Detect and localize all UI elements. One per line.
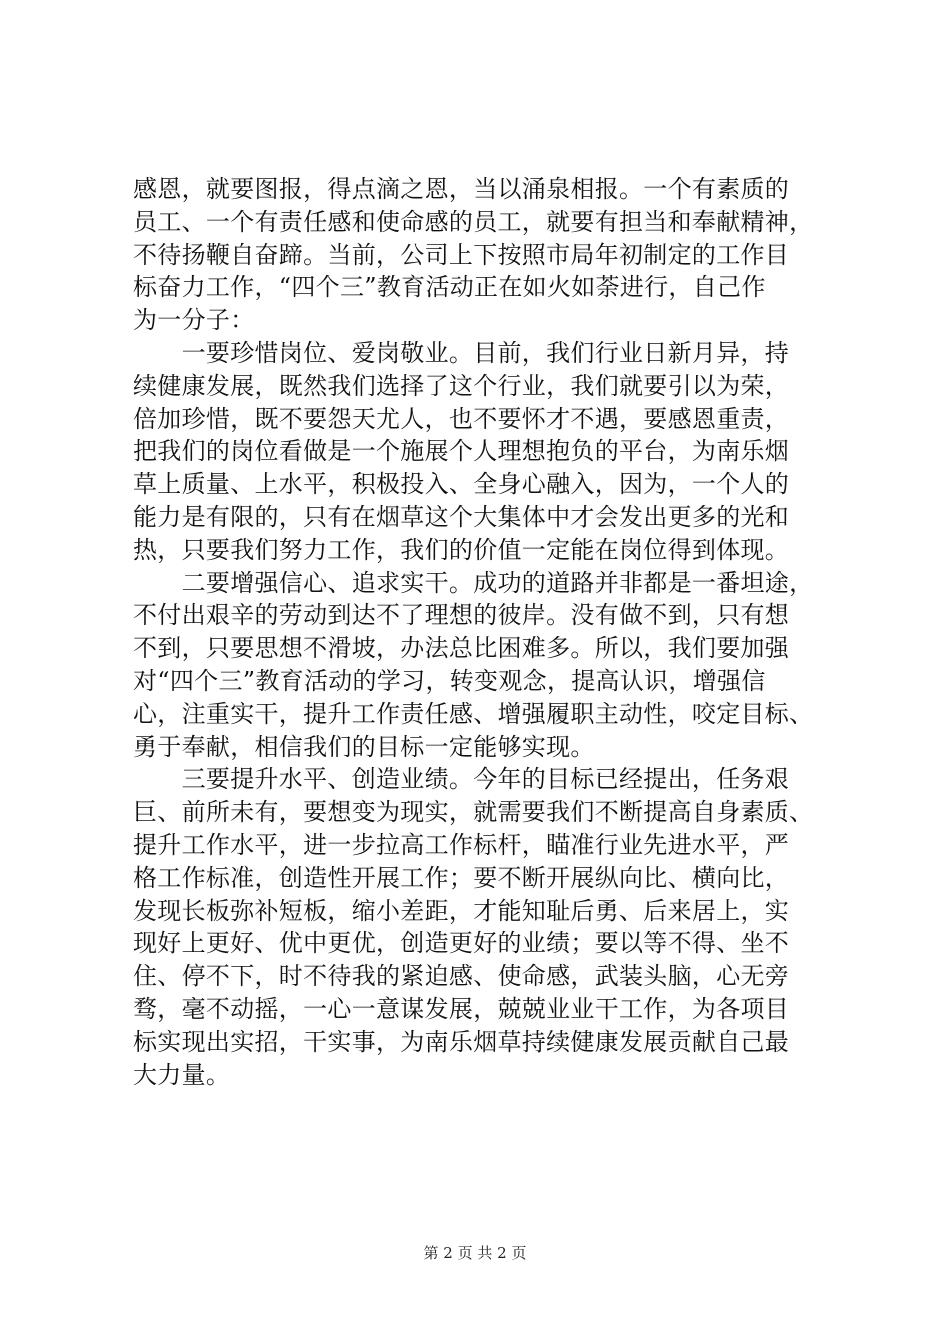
text-line: 标奋力工作，“四个三”教育活动正在如火如荼进行，自己作 — [133, 273, 766, 302]
text-line: 续健康发展，既然我们选择了这个行业，我们就要引以为荣， — [133, 371, 790, 400]
text-line: 把我们的岗位看做是一个施展个人理想抱负的平台，为南乐烟 — [133, 437, 790, 466]
text-line: 现好上更好、优中更优，创造更好的业绩；要以等不得、坐不 — [133, 929, 790, 958]
text-line: 心，注重实干，提升工作责任感、增强履职主动性，咬定目标、 — [133, 699, 814, 728]
text-line: 不付出艰辛的劳动到达不了理想的彼岸。没有做不到，只有想 — [133, 601, 790, 630]
text-line: 勇于奉献，相信我们的目标一定能够实现。 — [133, 732, 595, 761]
text-line: 巨、前所未有，要想变为现实，就需要我们不断提高自身素质、 — [133, 798, 814, 827]
text-line: 大力量。 — [133, 1060, 231, 1089]
text-line: 员工、一个有责任感和使命感的员工，就要有担当和奉献精神， — [133, 207, 814, 236]
text-line: 一要珍惜岗位、爱岗敬业。目前，我们行业日新月异，持 — [133, 338, 790, 367]
body-text — [133, 173, 833, 1091]
text-line: 草上质量、上水平，积极投入、全身心融入，因为，一个人的 — [133, 470, 790, 499]
text-line: 对“四个三”教育活动的学习，转变观念，提高认识，增强信 — [133, 666, 766, 695]
text-line: 不待扬鞭自奋蹄。当前，公司上下按照市局年初制定的工作目 — [133, 240, 790, 269]
text-line: 感恩，就要图报，得点滴之恩，当以涌泉相报。一个有素质的 — [133, 175, 790, 203]
text-line: 住、停不下，时不待我的紧迫感、使命感，武装头脑，心无旁 — [133, 962, 790, 991]
text-line: 热，只要我们努力工作，我们的价值一定能在岗位得到体现。 — [133, 535, 790, 564]
text-line: 提升工作水平，进一步拉高工作标杆，瞄准行业先进水平，严 — [133, 830, 790, 859]
text-line: 发现长板弥补短板，缩小差距，才能知耻后勇、后来居上，实 — [133, 896, 790, 925]
text-line: 骛，毫不动摇，一心一意谋发展，兢兢业业干工作，为各项目 — [133, 994, 790, 1023]
text-line: 标实现出实招，干实事，为南乐烟草持续健康发展贡献自己最 — [133, 1027, 790, 1056]
text-line: 格工作标准，创造性开展工作；要不断开展纵向比、横向比， — [133, 863, 790, 892]
text-line: 能力是有限的，只有在烟草这个大集体中才会发出更多的光和 — [133, 502, 790, 531]
text-line: 三要提升水平、创造业绩。今年的目标已经提出，任务艰 — [133, 765, 790, 794]
text-line: 二要增强信心、追求实干。成功的道路并非都是一番坦途， — [133, 568, 814, 597]
text-line: 不到，只要思想不滑坡，办法总比困难多。所以，我们要加强 — [133, 634, 790, 663]
text-line: 为一分子： — [133, 306, 255, 335]
text-line: 倍加珍惜，既不要怨天尤人，也不要怀才不遇，要感恩重责， — [133, 404, 790, 433]
page-number-footer: 第 2 页 共 2 页 — [423, 1244, 527, 1262]
